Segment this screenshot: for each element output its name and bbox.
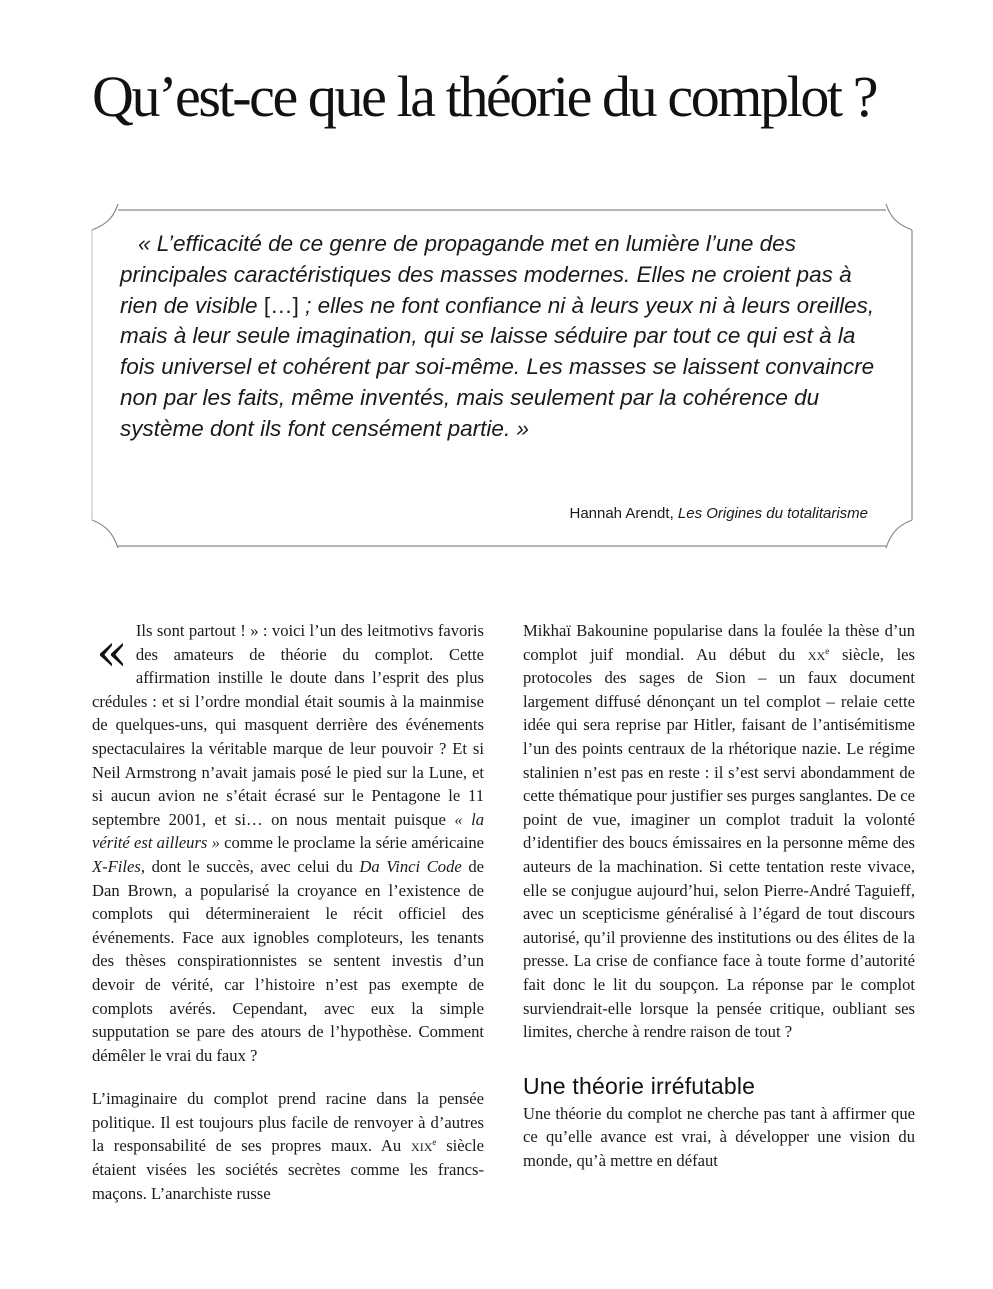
epigraph-author: Hannah Arendt, xyxy=(569,505,678,522)
body-paragraph-1 xyxy=(92,619,484,1067)
p2-text-b-left: siècle étaient visées les sociétés secrètes comme les francs-maçons. L’anarchiste russe xyxy=(92,1136,484,1203)
p2-century-20-sup: e xyxy=(825,645,830,656)
p1-text-d: de Dan Brown, a popularisé la croyance en l’existence de complots qui détermineraient le récit officiel des événements. Face aux ignobles comploteurs, les tenants des thèses conspirationnistes se sentent investis d’un devoir de vérité, car l’histoire n’est pas exempte de complots avérés. Cependant, avec eux la simple supputation se pare des atours de l’hypothèse. Comment démêler le vrai du faux ? xyxy=(92,856,485,1065)
epigraph-close-mark: » xyxy=(510,415,529,441)
p1-davinci: Da Vinci Code xyxy=(359,856,462,876)
epigraph-ellipsis: […] xyxy=(263,292,299,318)
epigraph-text-part2: ; elles ne font confiance ni à leurs yeux ni à leurs oreilles, mais à leur seule imagination, qui se laisse séduire par tout ce qui est à la fois universel et cohérent par soi-même. Les masses se laissent convaincre non par les faits, même inventés, mais seulement par la cohérence du système dont ils font censément partie. xyxy=(120,292,875,441)
p2-text-a: L’imaginaire du complot prend racine dans la pensée politique. Il est toujours plus facile de renvoyer à d’autres la responsabilité de ses propres maux. Au xyxy=(92,1089,484,1156)
drop-guillemet: « xyxy=(96,623,128,683)
epigraph-attribution xyxy=(569,505,868,522)
body-column-left xyxy=(92,619,484,1205)
p1-quote: « la vérité est ailleurs » xyxy=(92,809,484,853)
epigraph-text-part1: L’efficacité de ce genre de propagande met en lumière l’une des principales caractéristiques des masses modernes. Elles ne croient pas à rien de visible xyxy=(120,231,852,318)
epigraph-work-title: Les Origines du totalitarisme xyxy=(677,505,868,522)
p2-century-20: xx xyxy=(807,644,826,664)
epigraph-text xyxy=(120,229,880,445)
p2-text-c: siècle, les protocoles des sages de Sion – un faux document largement diffusé dénonçant un tel complot – relaie cette idée qui sera reprise par Hitler, faisant de l’antisémitisme l’un des points centraux de la rhétorique nazie. Le régime stalinien n’est pas en reste : il s’est servi abondamment de cette thématique pour justifier ses purges sanglantes. De ce point de vue, imaginer un complot traduit la volonté d’identifier des boucs émissaires en la personne même des auteurs de la machination. Si cette tentation reste vivace, elle se conjugue aujourd’hui, selon Pierre-André Taguieff, avec un scepticisme généralisé à l’égard de tout discours autorisé, qu’il provienne des institutions ou des élites de la presse. La crise de confiance face à toute forme d’autorité fait donc le lit du soupçon. La réponse par le complot surviendrait-elle lorsque la pensée critique, oubliant ses limites, cherche à rendre raison de tout ? xyxy=(523,644,915,1042)
body-paragraph-2-start xyxy=(92,1087,484,1205)
p1-text-b: comme le proclame la série américaine xyxy=(219,833,485,853)
epigraph-open-mark: « xyxy=(138,231,157,256)
p1-text-c: , dont le succès, avec celui du xyxy=(140,856,360,876)
article-title: Qu’est-ce que la théorie du complot ? xyxy=(92,64,877,129)
body-column-right xyxy=(523,619,915,1172)
p2-century-19-sup: e xyxy=(432,1137,437,1148)
p2-text-b-right: Mikhaï Bakounine popularise dans la foulée la thèse d’un complot juif mondial. Au début du xyxy=(523,621,915,664)
section-heading: Une théorie irréfutable xyxy=(523,1072,756,1099)
p2-century-19: xix xyxy=(411,1136,433,1156)
epigraph-box xyxy=(90,202,916,550)
body-paragraph-2-cont xyxy=(523,619,915,1044)
p1-xfiles: X-Files xyxy=(92,856,141,876)
p1-text-a: Ils sont partout ! » : voici l’un des leitmotivs favoris des amateurs de théorie du complot. Cette affirmation instille le doute dans l’esprit des plus crédules : et si l’ordre mondial était soumis à la mainmise de quelques-uns, qui masquent derrière des événements spectaculaires la véritable marque de leur pouvoir ? Et si Neil Armstrong n’avait jamais posé le pied sur la Lune, et si aucun avion ne s’était écrasé sur le Pentagone le 11 septembre 2001, et si… on nous mentait puisque xyxy=(92,621,484,829)
body-paragraph-3: Une théorie du complot ne cherche pas tant à affirmer que ce qu’elle avance est vrai, à développer une vision du monde, qu’à mettre en défaut xyxy=(523,1103,915,1170)
